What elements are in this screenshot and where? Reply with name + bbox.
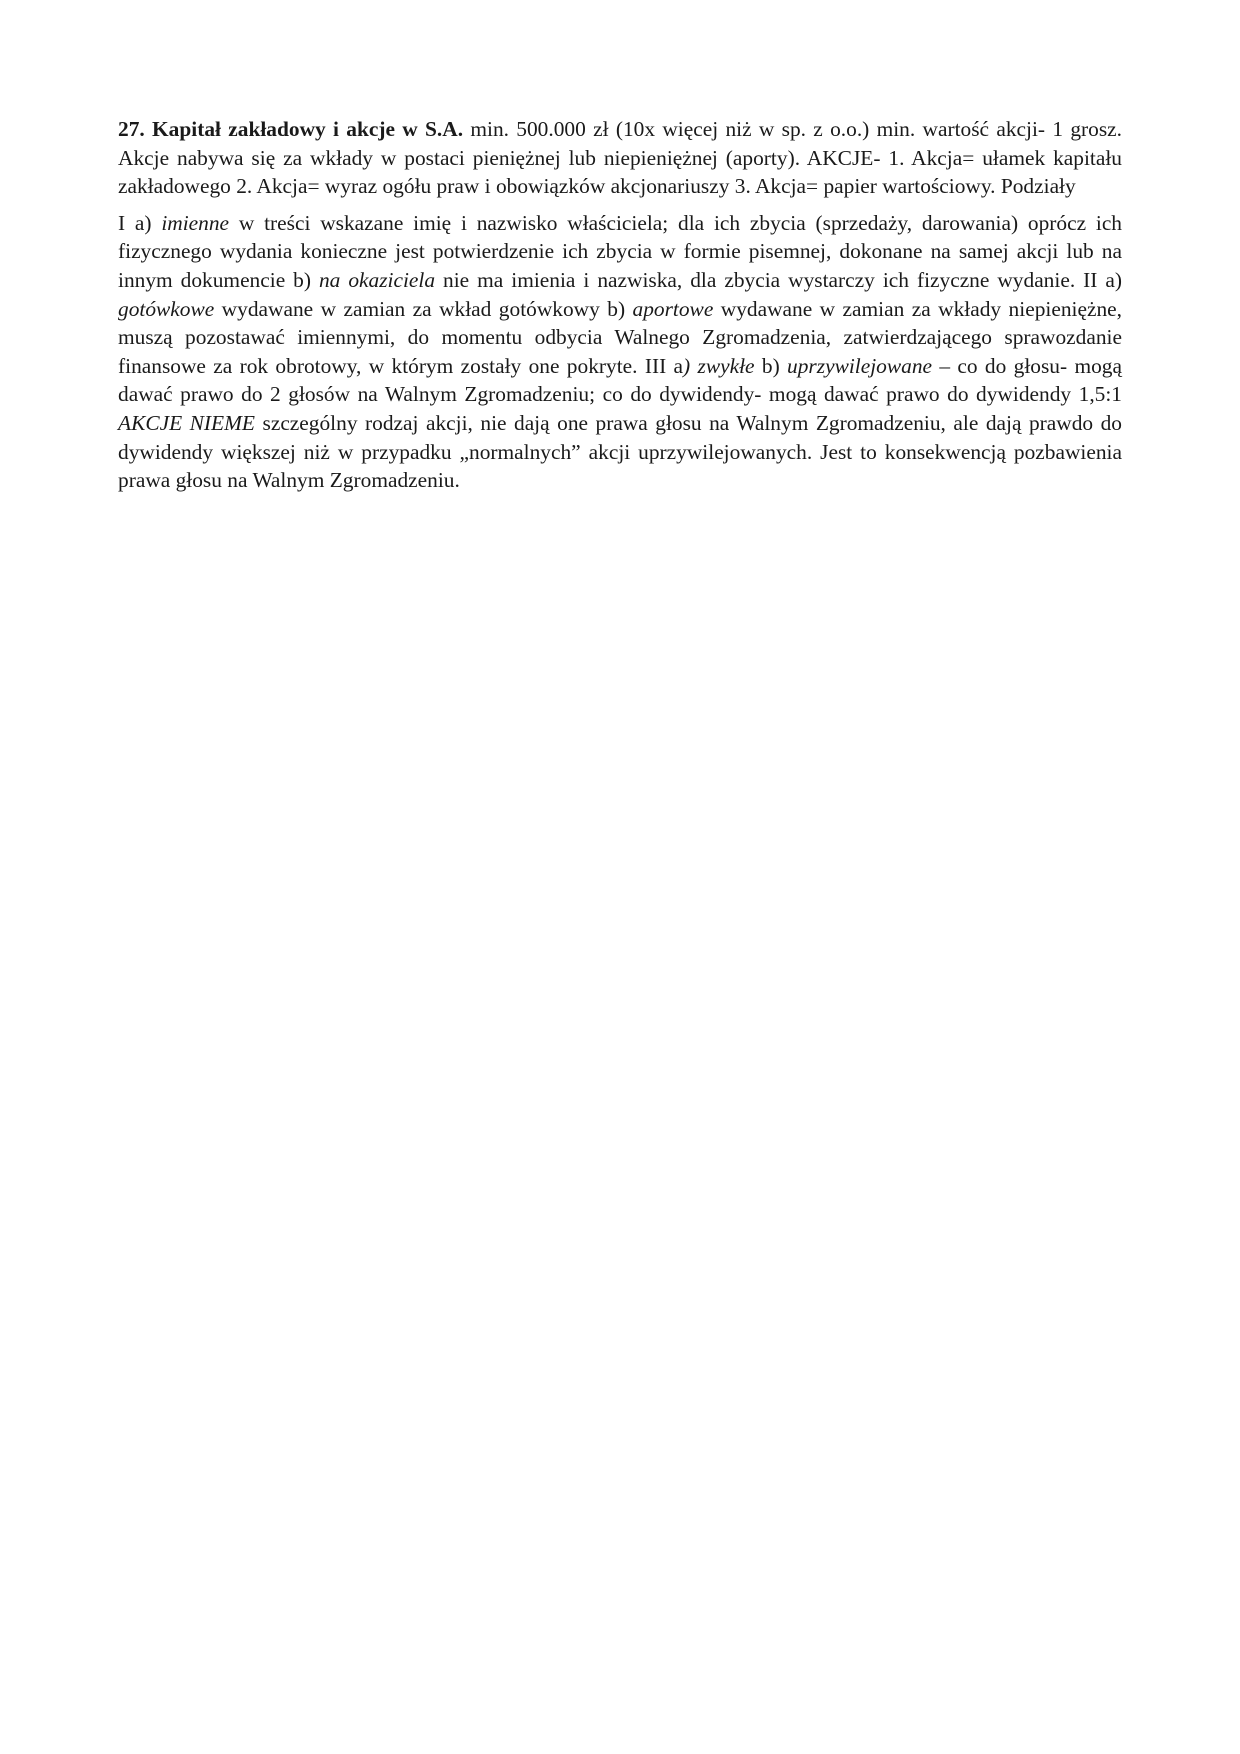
text-run: wydawane w zamian za wkład gotówkowy b) xyxy=(214,296,633,321)
text-run: b) xyxy=(754,353,788,378)
text-run: wydawane w zamian za wkłady niepieniężne, muszą pozostawać imiennymi, do momentu odbycia Walnego Zgromadzenia, zatwierdzającego sprawozdanie finansowe za rok obrotowy, w którym zostały one pokryte. III a xyxy=(118,296,1122,378)
text-run: szczególny rodzaj akcji, nie dają one prawa głosu na Walnym Zgromadzeniu, ale dają prawdo do dywidendy większej niż w przypadku „normalnych” akcji uprzywilejowanych. Jest to konsekwencją pozbawienia prawa głosu na Walnym Zgromadzeniu. xyxy=(118,410,1122,493)
text-run: nie ma imienia i nazwiska, dla zbycia wystarczy ich fizyczne wydanie. II a) xyxy=(435,267,1122,292)
term-na-okaziciela: na okaziciela xyxy=(318,267,436,292)
text-run: I a) xyxy=(118,210,162,235)
term-akcje-nieme: AKCJE NIEME xyxy=(118,410,255,435)
text-run: w treści wskazane imię i nazwisko właściciela; dla ich zbycia (sprzedaży, darowania) oprócz ich fizycznego wydania konieczne jest potwierdzenie ich zbycia w formie pisemnej, dokonane na samej akcji lub na innym dokumencie b) xyxy=(118,210,1123,292)
section-heading: 27. Kapitał zakładowy i akcje w S.A. xyxy=(118,117,464,141)
term-aportowe: aportowe xyxy=(632,296,714,321)
intro-text: min. 500.000 zł (10x więcej niż w sp. z o.o.) min. wartość akcji- 1 grosz. Akcje nabywa się za wkłady w postaci pieniężnej lub niepieniężnej (aporty). AKCJE- 1. Akcja= ułamek kapitału zakładowego 2. Akcja= wyraz ogółu praw i obowiązków akcjonariuszy 3. Akcja= papier wartościowy. Podziały xyxy=(118,117,1123,199)
term-zwykle: ) zwykłe xyxy=(683,353,755,378)
term-gotowkowe: gotówkowe xyxy=(118,296,215,321)
document-body xyxy=(118,115,1122,495)
paragraph-intro xyxy=(118,115,1122,201)
paragraph-divisions xyxy=(118,209,1122,495)
term-uprzywilejowane: uprzywilejowane xyxy=(787,353,933,378)
text-run: – co do głosu- mogą dawać prawo do 2 głosów na Walnym Zgromadzeniu; co do dywidendy- mogą dawać prawo do dywidendy 1,5:1 xyxy=(118,353,1122,407)
term-imienne: imienne xyxy=(161,210,230,235)
